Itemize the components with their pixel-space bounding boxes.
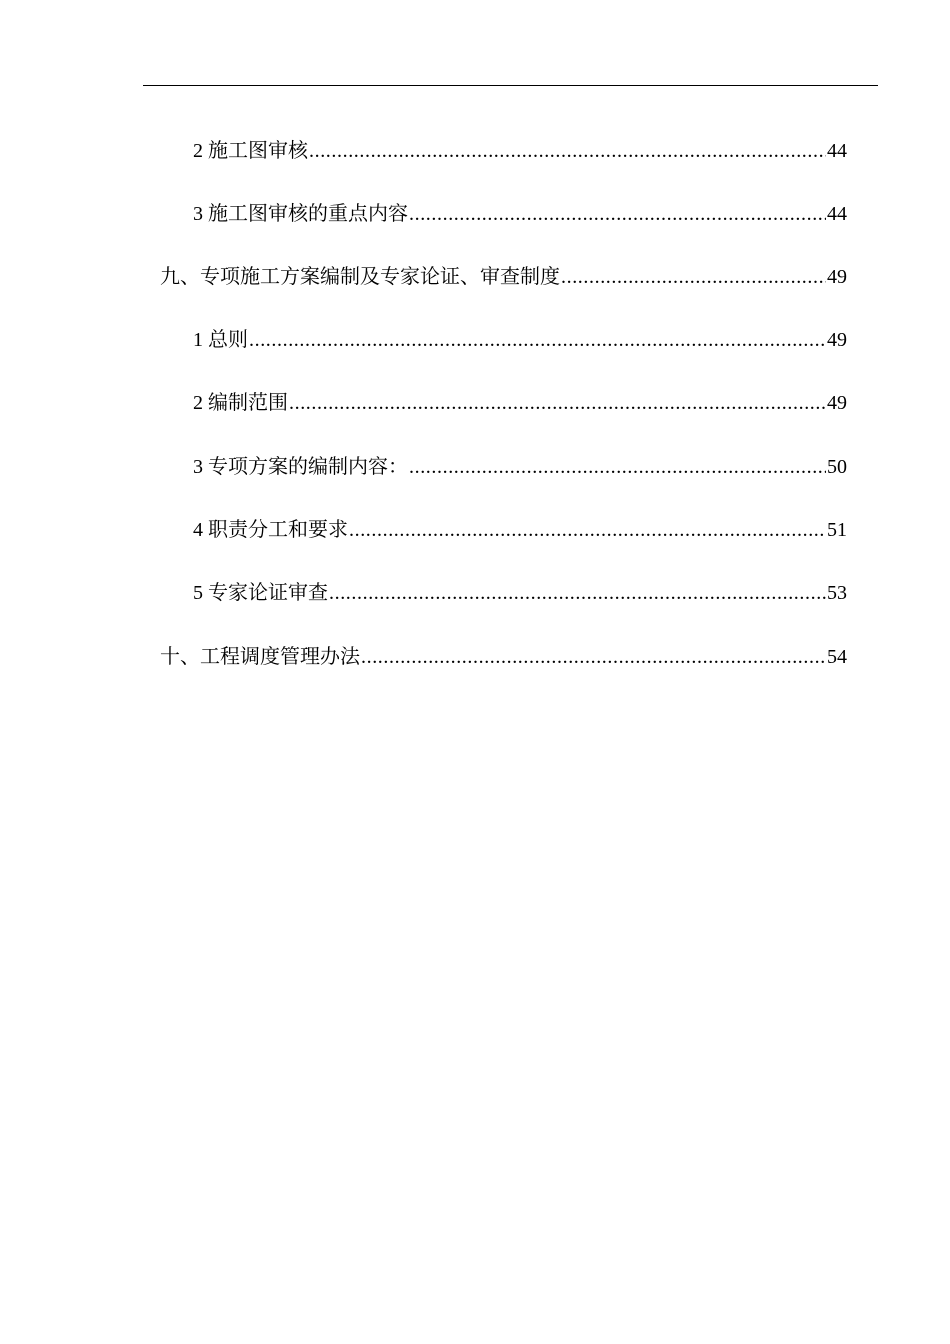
toc-dot-leader [329,580,826,606]
toc-dot-leader [289,390,826,416]
header-rule [143,85,878,86]
toc-entry-review-key-content[interactable] [193,201,847,227]
toc-dot-leader [361,644,826,670]
toc-dot-leader [409,454,826,480]
toc-page-number: 49 [827,392,847,414]
toc-entry-title: 3 专项方案的编制内容： [193,456,408,478]
toc-entry-plan-content[interactable] [193,454,847,480]
toc-entry-responsibilities[interactable] [193,517,847,543]
toc-page-number: 50 [827,456,847,478]
toc-entry-chapter-9[interactable] [160,264,847,290]
toc-dot-leader [349,517,826,543]
toc-dot-leader [409,201,826,227]
toc-chapter-title: 十、工程调度管理办法 [160,646,360,668]
toc-entry-construction-drawing-review[interactable] [193,138,847,164]
toc-entry-expert-review[interactable] [193,580,847,606]
toc-page-number: 49 [827,266,847,288]
toc-entry-title: 4 职责分工和要求 [193,519,348,541]
toc-page-number: 51 [827,519,847,541]
toc-page-number: 54 [827,646,847,668]
toc-entry-general-principles[interactable] [193,327,847,353]
toc-chapter-title: 九、专项施工方案编制及专家论证、审查制度 [160,266,560,288]
toc-dot-leader [309,138,826,164]
toc-dot-leader [249,327,826,353]
toc-entry-title: 2 施工图审核 [193,140,308,162]
toc-page-number: 53 [827,582,847,604]
toc-entry-title: 2 编制范围 [193,392,288,414]
toc-page-number: 44 [827,140,847,162]
toc-entry-scope[interactable] [193,390,847,416]
toc-entry-chapter-10[interactable] [160,644,847,670]
toc-page-number: 44 [827,203,847,225]
toc-page-number: 49 [827,329,847,351]
toc-entry-title: 3 施工图审核的重点内容 [193,203,408,225]
toc-dot-leader [561,264,826,290]
toc-entry-title: 5 专家论证审查 [193,582,328,604]
toc-entry-title: 1 总则 [193,329,248,351]
